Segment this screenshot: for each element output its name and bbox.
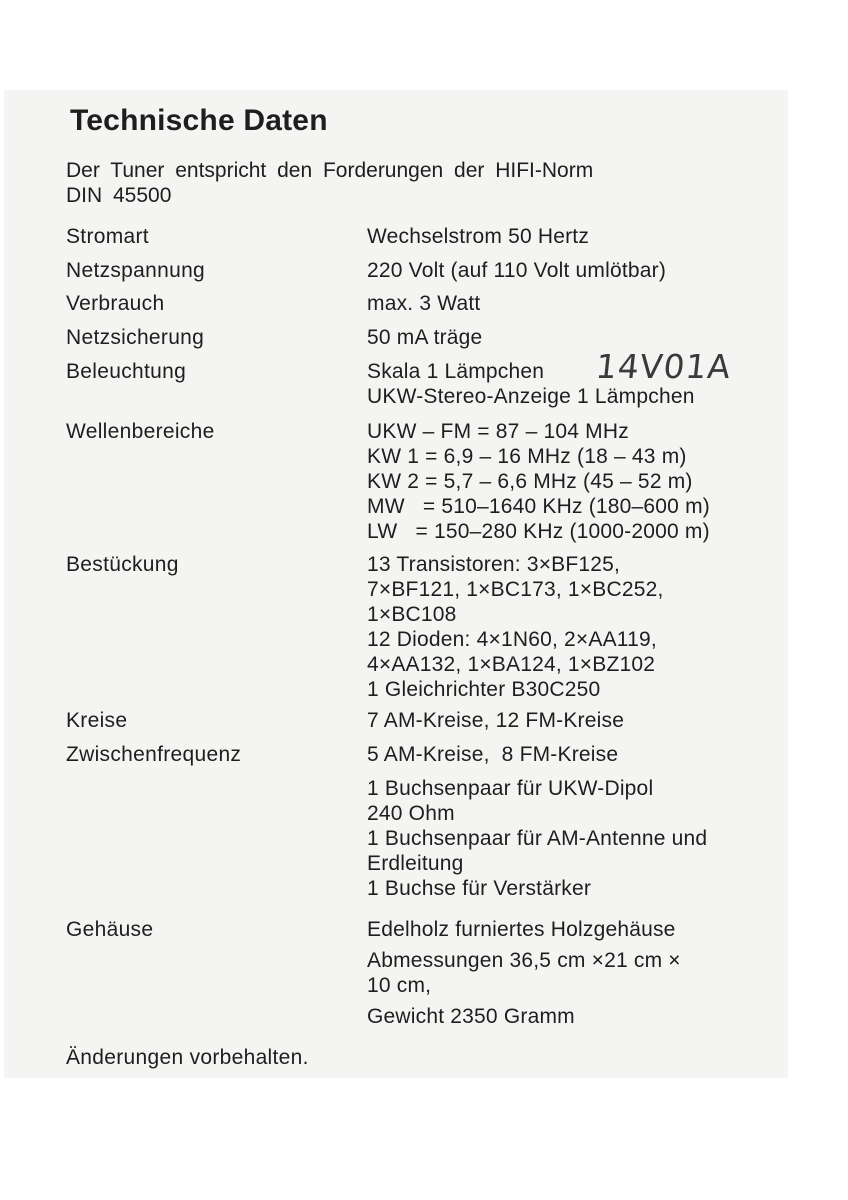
spec-label-netzspannung: Netzspannung — [66, 259, 206, 282]
spec-label-gehaeuse: Gehäuse — [66, 918, 154, 941]
spec-value-line: Wechselstrom 50 Hertz — [367, 225, 590, 248]
intro-line: DIN 45500 — [66, 184, 172, 207]
spec-value-line: 1 Buchsenpaar für AM-Antenne und — [367, 827, 708, 850]
intro-paragraph — [66, 158, 726, 208]
spec-value-stromart — [367, 224, 589, 249]
spec-value-netzspannung — [367, 258, 666, 283]
spec-value-gewicht — [367, 1004, 575, 1029]
spec-value-line: 4×AA132, 1×BA124, 1×BZ102 — [367, 653, 656, 676]
spec-value-line: Gewicht 2350 Gramm — [367, 1005, 575, 1028]
spec-value-line: LW = 150–280 KHz (1000-2000 m) — [367, 520, 710, 543]
intro-line: Der Tuner entspricht den Forderungen der HIFI-Norm — [66, 159, 594, 182]
spec-label-beleuchtung: Beleuchtung — [66, 360, 187, 383]
spec-value-line: Edelholz furniertes Holzgehäuse — [367, 918, 676, 941]
spec-label-netzsicherung: Netzsicherung — [66, 326, 205, 349]
spec-value-gehaeuse — [367, 917, 676, 942]
spec-value-line: 10 cm, — [367, 974, 432, 997]
spec-value-wellenbereiche — [367, 419, 710, 544]
spec-label-bestueckung: Bestückung — [66, 553, 179, 576]
spec-label-zwischenfrequenz: Zwischenfrequenz — [66, 743, 242, 766]
spec-value-bestueckung — [367, 552, 664, 702]
spec-value-line: KW 2 = 5,7 – 6,6 MHz (45 – 52 m) — [367, 470, 693, 493]
spec-label-kreise: Kreise — [66, 709, 128, 732]
spec-value-line: 1×BC108 — [367, 603, 457, 626]
spec-value-line: MW = 510–1640 KHz (180–600 m) — [367, 495, 710, 518]
spec-value-line: 1 Buchsenpaar für UKW-Dipol — [367, 777, 654, 800]
spec-label-wellenbereiche: Wellenbereiche — [66, 420, 215, 443]
footer-note: Änderungen vorbehalten. — [66, 1046, 309, 1069]
spec-value-netzsicherung — [367, 325, 482, 350]
spec-value-zwischenfrequenz — [367, 742, 618, 767]
spec-value-kreise — [367, 708, 624, 733]
spec-value-line: 1 Buchse für Verstärker — [367, 877, 592, 900]
spec-value-line: 7×BF121, 1×BC173, 1×BC252, — [367, 578, 664, 601]
spec-value-anschluesse — [367, 776, 707, 901]
spec-value-line: 240 Ohm — [367, 802, 455, 825]
spec-label-stromart: Stromart — [66, 225, 149, 248]
spec-value-verbrauch — [367, 291, 480, 316]
spec-value-line: Erdleitung — [367, 852, 464, 875]
spec-value-line: 50 mA träge — [367, 326, 483, 349]
spec-value-line: 5 AM-Kreise, 8 FM-Kreise — [367, 743, 619, 766]
spec-value-line: Abmessungen 36,5 cm ×21 cm × — [367, 949, 681, 972]
spec-value-line: 12 Dioden: 4×1N60, 2×AA119, — [367, 628, 657, 651]
spec-value-line: 13 Transistoren: 3×BF125, — [367, 553, 621, 576]
handwritten-note: 14V01A — [593, 347, 734, 386]
spec-value-line: 220 Volt (auf 110 Volt umlötbar) — [367, 259, 667, 282]
spec-value-line: 7 AM-Kreise, 12 FM-Kreise — [367, 709, 625, 732]
page-title: Technische Daten — [70, 104, 328, 137]
spec-value-line: UKW-Stereo-Anzeige 1 Lämpchen — [367, 385, 695, 408]
spec-value-abmessungen — [367, 948, 681, 998]
spec-value-line: UKW – FM = 87 – 104 MHz — [367, 420, 629, 443]
spec-label-verbrauch: Verbrauch — [66, 292, 165, 315]
spec-value-line: KW 1 = 6,9 – 16 MHz (18 – 43 m) — [367, 445, 687, 468]
spec-value-line: Skala 1 Lämpchen — [367, 360, 545, 383]
spec-value-line: 1 Gleichrichter B30C250 — [367, 678, 601, 701]
spec-value-line: max. 3 Watt — [367, 292, 481, 315]
